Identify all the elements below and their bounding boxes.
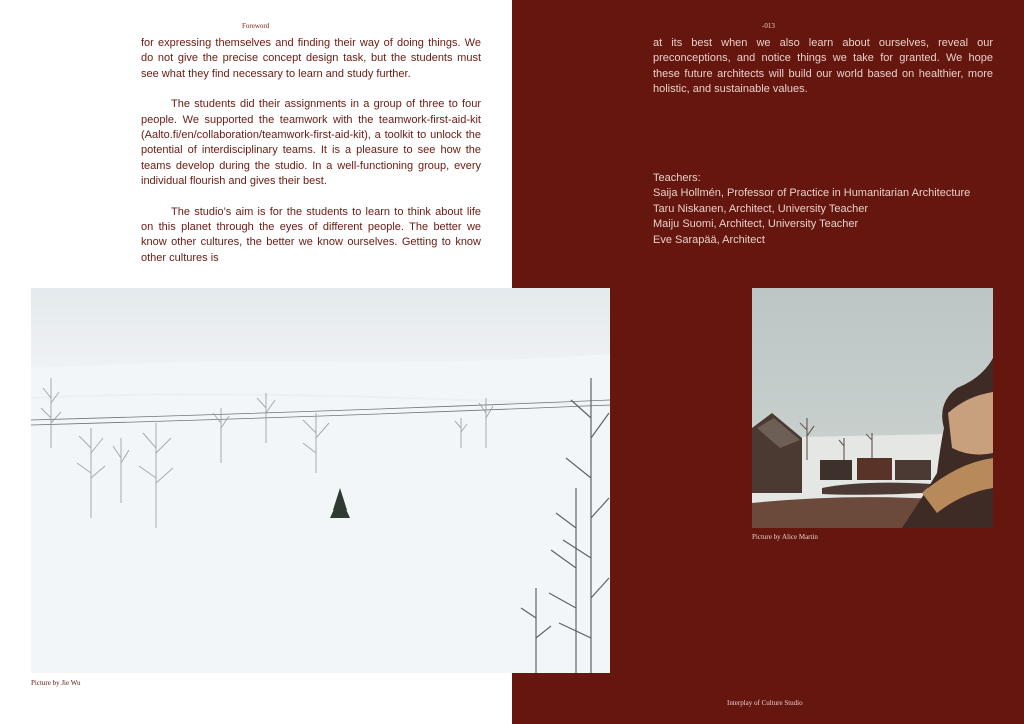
paragraph-3: The studio’s aim is for the students to learn to think about life on this planet through the eyes of different people. The better we know other cultures, the better we know ourselves. Getting to know other cultures is (141, 205, 481, 264)
teacher-item: Taru Niskanen, Architect, University Teacher (653, 202, 868, 215)
teacher-item: Eve Sarapää, Architect (653, 233, 765, 246)
running-header: Foreword (242, 22, 270, 30)
village-photo (752, 288, 993, 528)
teachers-heading: Teachers: (653, 172, 701, 184)
teachers-list (653, 171, 998, 248)
teacher-item: Maiju Suomi, Architect, University Teacher (653, 218, 859, 231)
page-number: -013 (762, 22, 775, 30)
snow-landscape-photo (31, 288, 610, 673)
paragraph-2: The students did their assignments in a group of three to four people. We supported the teamwork with the teamwork-first-aid-kit (Aalto.fi/en/collaboration/teamwork-first-aid-kit), a toolkit to unlock the potential of interdisciplinary teams. It is a pleasure to see how the teams develop during the studio. In a well-functioning group, every individual flourish and gives their best. (141, 98, 481, 188)
photo-caption-right: Picture by Alice Martin (752, 533, 818, 541)
photo-caption-left: Picture by Jie Wu (31, 679, 81, 687)
teacher-item: Saija Hollmén, Professor of Practice in Humanitarian Architecture (653, 187, 971, 200)
paragraph-1: for expressing themselves and finding their way of doing things. We do not give the precise concept design task, but the students must see what they find necessary to learn and study further. (141, 37, 481, 80)
footer-title: Interplay of Culture Studio (727, 699, 803, 707)
left-body-text (141, 36, 481, 266)
right-paragraph: at its best when we also learn about ourselves, reveal our preconceptions, and notice things we take for granted. We hope these future architects will build our world based on healthier, more holistic, and sustainable values. (653, 37, 993, 96)
